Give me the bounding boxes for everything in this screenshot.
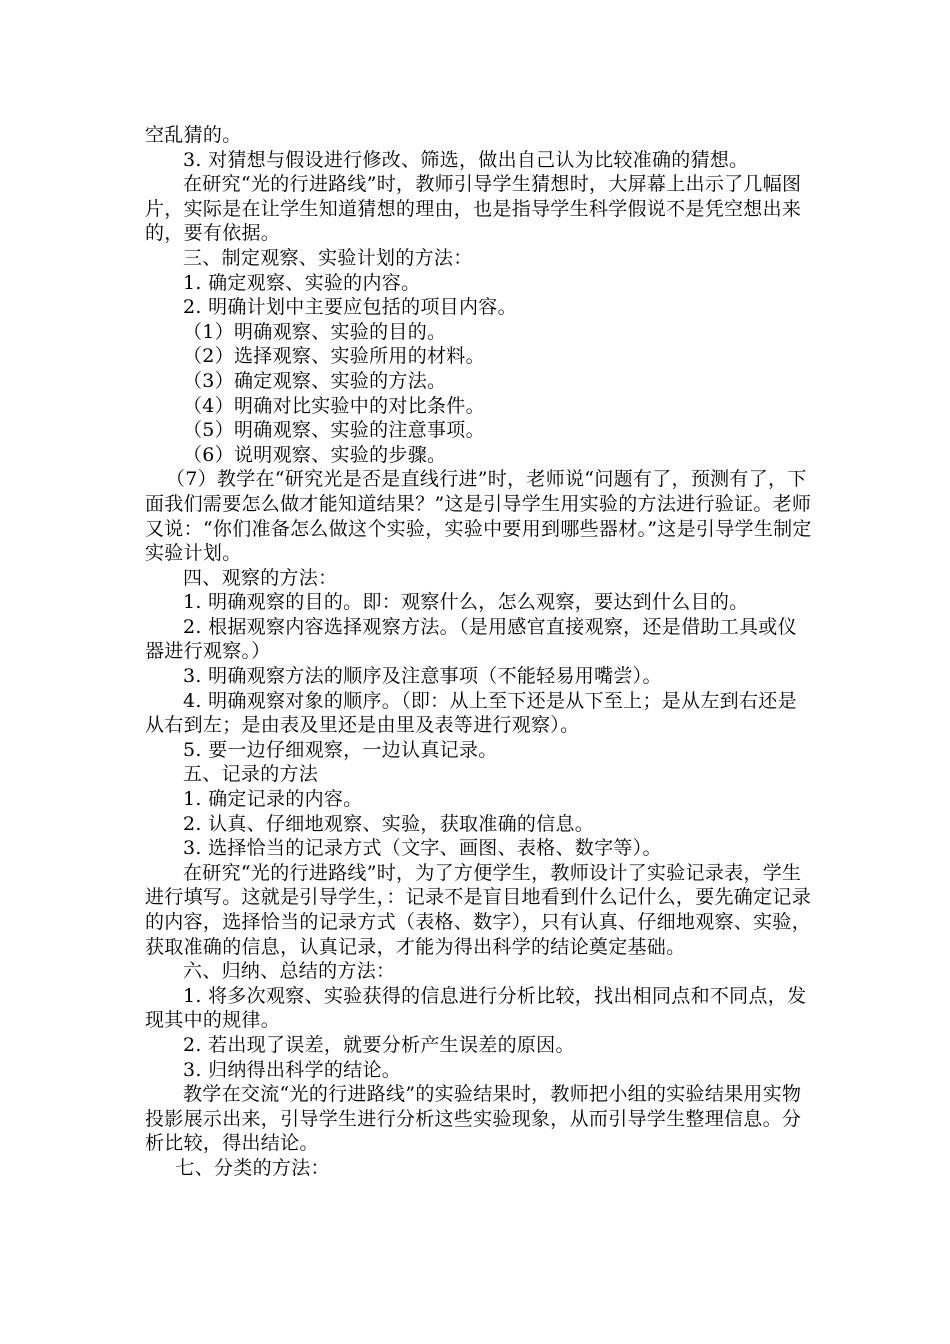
document-body: [145, 123, 815, 1181]
list-item: 3. 归纳得出科学的结论。: [183, 1058, 402, 1081]
section-heading: 三、制定观察、实验计划的方法：: [183, 246, 473, 269]
section-heading: 六、归纳、总结的方法：: [183, 960, 396, 983]
paragraph: 3. 对猜想与假设进行修改、筛选，做出自己认为比较准确的猜想。: [183, 148, 749, 171]
paragraph: 在研究“光的行进路线”时，教师引导学生猜想时，大屏幕上出示了几幅图片，实际是在让学生知道猜想的理由，也是指导学生科学假说不是凭空想出来的，要有依据。: [145, 173, 802, 245]
paragraph: （7）教学在“研究光是否是直线行进”时，老师说“问题有了，预测有了，下面我们需要怎么做才能知道结果？”这是引导学生用实验的方法进行验证。老师又说：“你们准备怎么做这个实验，实验中要用到哪些器材。”这是引导学生制定实验计划。: [145, 468, 812, 565]
list-item: 1. 确定记录的内容。: [183, 788, 363, 811]
list-item: 1. 确定观察、实验的内容。: [183, 271, 421, 294]
list-item: 2. 认真、仔细地观察、实验，获取准确的信息。: [183, 812, 595, 835]
paragraph: 在研究“光的行进路线”时，为了方便学生，教师设计了实验记录表，学生进行填写。这就是引导学生，：记录不是盲目地看到什么记什么，要先确定记录的内容，选择恰当的记录方式（表格、数字），只有认真、仔细地观察、实验，获取准确的信息，认真记录，才能为得出科学的结论奠定基础。: [145, 861, 812, 958]
paragraph: 教学在交流“光的行进路线”的实验结果时，教师把小组的实验结果用实物投影展示出来，引导学生进行分析这些实验现象，从而引导学生整理信息。分析比较，得出结论。: [145, 1083, 802, 1155]
section-heading: 五、记录的方法: [183, 763, 319, 786]
list-item: 1. 明确观察的目的。即：观察什么，怎么观察，要达到什么目的。: [183, 591, 749, 614]
list-item: （3）确定观察、实验的方法。: [183, 369, 447, 392]
list-item: （2）选择观察、实验所用的材料。: [183, 345, 485, 368]
list-item: 2. 若出现了误差，就要分析产生误差的原因。: [183, 1033, 575, 1056]
paragraph: 空乱猜的。: [145, 124, 242, 146]
list-item: 5. 要一边仔细观察，一边认真记录。: [183, 738, 498, 761]
list-item: （4）明确对比实验中的对比条件。: [183, 394, 485, 417]
list-item: 3. 选择恰当的记录方式（文字、画图、表格、数字等）。: [183, 837, 662, 860]
list-item: （6）说明观察、实验的步骤。: [183, 443, 447, 466]
list-item: 4. 明确观察对象的顺序。（即：从上至下还是从下至上；是从左到右还是从右到左；是由表及里还是由里及表等进行观察）。: [145, 689, 797, 737]
list-item: 2. 根据观察内容选择观察方法。（是用感官直接观察，还是借助工具或仪器进行观察。）: [145, 615, 797, 663]
list-item: 3. 明确观察方法的顺序及注意事项（不能轻易用嘴尝）。: [183, 665, 662, 688]
list-item: 2. 明确计划中主要应包括的项目内容。: [183, 296, 517, 319]
list-item: （5）明确观察、实验的注意事项。: [183, 419, 485, 442]
list-item: 1. 将多次观察、实验获得的信息进行分析比较，找出相同点和不同点，发现其中的规律。: [145, 984, 807, 1032]
section-heading: 四、观察的方法：: [183, 566, 338, 589]
list-item: （1）明确观察、实验的目的。: [183, 320, 447, 343]
section-heading: 七、分类的方法：: [175, 1156, 330, 1179]
